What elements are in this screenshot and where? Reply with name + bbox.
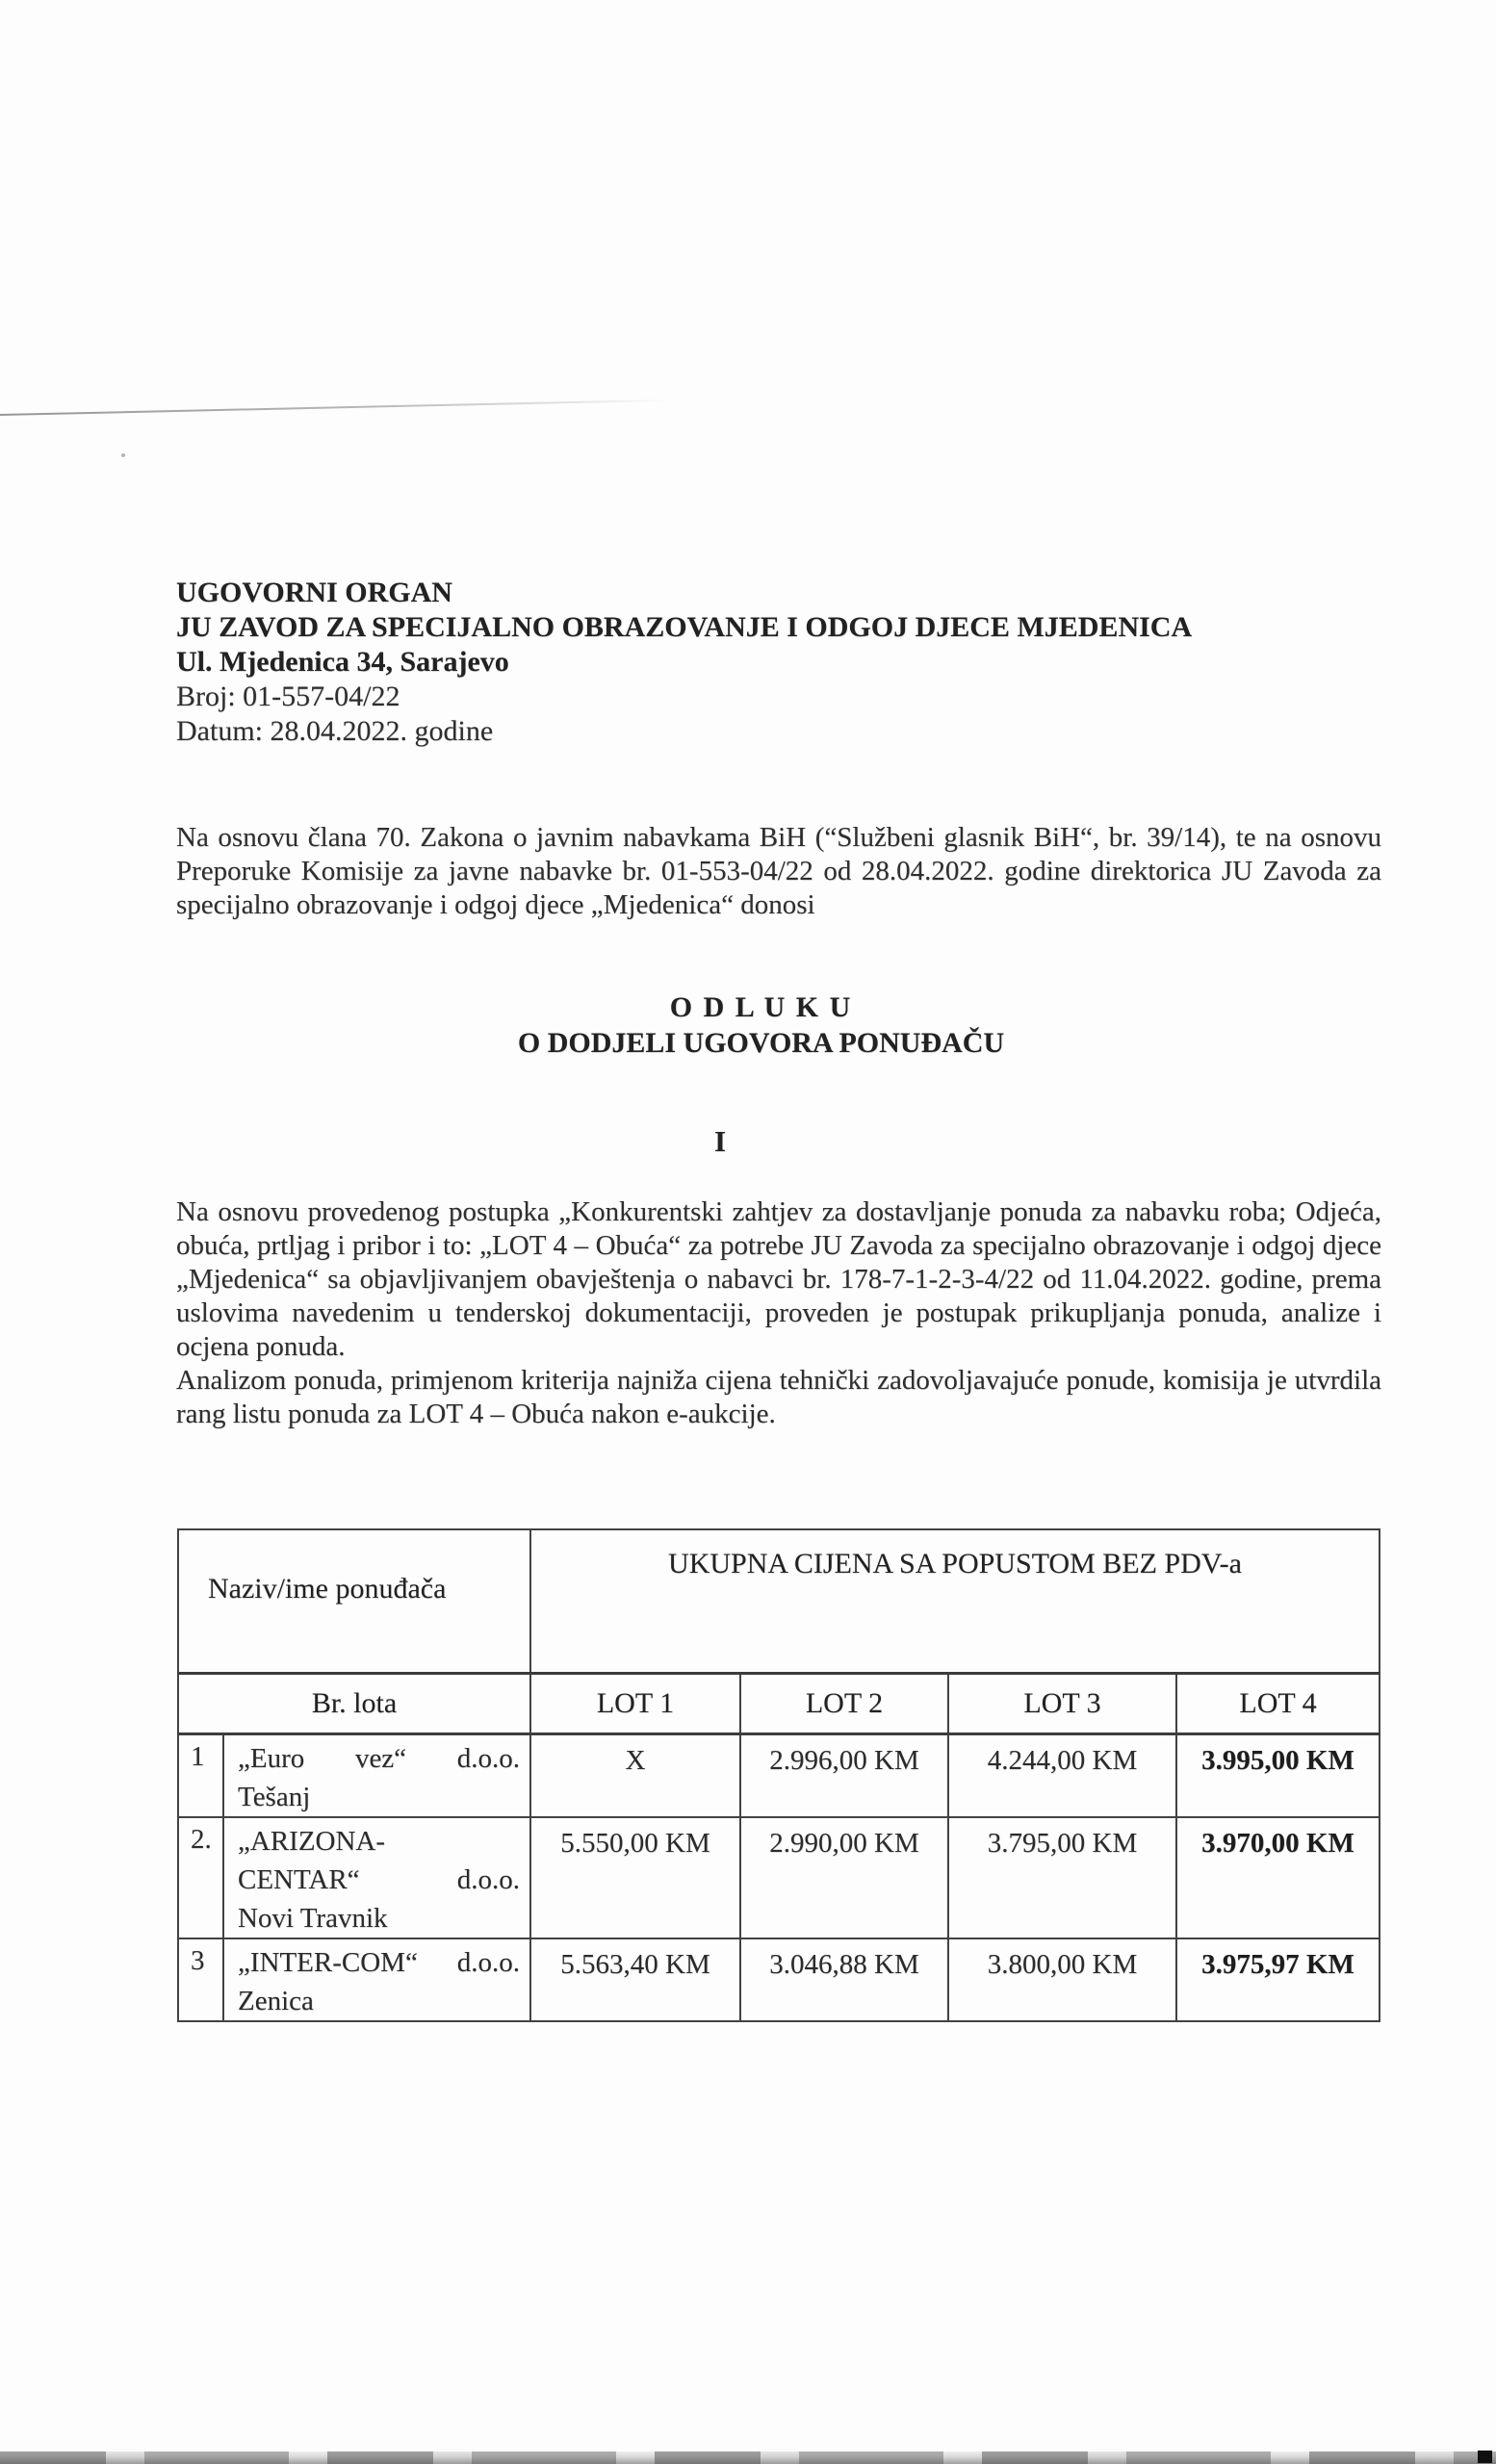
bidder-name (223, 1817, 530, 1938)
lot2-price: 2.996,00 KM (740, 1733, 948, 1817)
decision-title (176, 989, 1346, 1061)
table-subheader-row (178, 1673, 1380, 1733)
document-date: Datum: 28.04.2022. godine (176, 715, 494, 747)
intro-paragraph: Na osnovu člana 70. Zakona o javnim nabavkama BiH (“Službeni glasnik BiH“, br. 39/14), te na osnovu Preporuke Komisije za javne nabavke br. 01-553-04/22 od 28.04.2022. godine direktorica JU Zavoda za specijalno obrazovanje i odgoj djece „Mjedenica“ donosi (176, 822, 1381, 920)
row-number: 1 (178, 1733, 223, 1817)
subheader-lot1: LOT 1 (530, 1673, 740, 1733)
lot1-price: 5.563,40 KM (530, 1938, 740, 2021)
scan-bottom-band (0, 2451, 1496, 2464)
bidder-name (223, 1938, 530, 2021)
column-header-bidder-name: Naziv/ime ponuđača (178, 1529, 530, 1673)
document-header (176, 576, 1192, 749)
contracting-authority-label: UGOVORNI ORGAN (176, 577, 452, 608)
lot3-price: 3.795,00 KM (948, 1817, 1176, 1938)
lot1-price: X (530, 1733, 740, 1817)
lot4-price: 3.975,97 KM (1176, 1938, 1380, 2021)
offers-price-table (177, 1528, 1380, 2022)
lot4-price: 3.970,00 KM (1176, 1817, 1380, 1938)
body-paragraph-1: Na osnovu provedenog postupka „Konkurentski zahtjev za dostavljanje ponuda za nabavku roba; Odjeća, obuća, prtljag i pribor i to: „LOT 4 – Obuća“ za potrebe JU Zavoda za specijalno obrazovanje i odgoj djece „Mjedenica“ sa objavljivanjem obavještenja o nabavci br. 178-7-1-2-3-4/22 od 11.04.2022. godine, prema uslovima navedenim u tenderskoj dokumentaciji, proveden je postupak prikupljanja ponuda, analize i ocjena ponuda. (176, 1196, 1381, 1362)
row-number: 2. (178, 1817, 223, 1938)
lot3-price: 3.800,00 KM (948, 1938, 1176, 2021)
table-row (178, 1817, 1380, 1938)
subheader-lot-number: Br. lota (178, 1673, 530, 1733)
subheader-lot4: LOT 4 (1176, 1673, 1380, 1733)
bidder-name-line: „ARIZONA- (238, 1825, 386, 1857)
bidder-name-line: „Euro vez“ d.o.o. (238, 1742, 520, 1774)
table-header-row (178, 1529, 1380, 1673)
bidder-name-line: Tešanj (238, 1781, 311, 1812)
decision-title-word: O D L U K U (669, 991, 853, 1023)
column-header-total-price: UKUPNA CIJENA SA POPUSTOM BEZ PDV-a (530, 1529, 1380, 1673)
document-number: Broj: 01-557-04/22 (176, 680, 400, 712)
subheader-lot3: LOT 3 (948, 1673, 1176, 1733)
scan-corner-mark (1478, 2451, 1492, 2463)
bidder-name-line: Zenica (238, 1985, 314, 2016)
bidder-name-line: CENTAR“ d.o.o. (238, 1863, 520, 1895)
lot3-price: 4.244,00 KM (948, 1733, 1176, 1817)
organization-address: Ul. Mjedenica 34, Sarajevo (176, 646, 509, 678)
scan-artifact-line (0, 399, 669, 416)
scan-speck (121, 453, 125, 457)
lot2-price: 3.046,88 KM (740, 1938, 948, 2021)
subheader-lot2: LOT 2 (740, 1673, 948, 1733)
table-row (178, 1938, 1380, 2021)
lot2-price: 2.990,00 KM (740, 1817, 948, 1938)
decision-subtitle: O DODJELI UGOVORA PONUĐAČU (517, 1027, 1005, 1059)
body-paragraphs (176, 1195, 1381, 1431)
organization-name: JU ZAVOD ZA SPECIJALNO OBRAZOVANJE I ODGOJ DJECE MJEDENICA (176, 611, 1193, 643)
bidder-name-line: Novi Travnik (238, 1902, 388, 1934)
bidder-name-line: „INTER-COM“ d.o.o. (238, 1946, 520, 1978)
lot4-price: 3.995,00 KM (1176, 1733, 1380, 1817)
body-paragraph-2: Analizom ponuda, primjenom kriterija najniža cijena tehnički zadovoljavajuće ponude, komisija je utvrdila rang listu ponuda za LOT 4 – Obuća nakon e-aukcije. (176, 1365, 1381, 1429)
table-row (178, 1733, 1380, 1817)
section-marker-I: I (713, 1124, 727, 1158)
row-number: 3 (178, 1938, 223, 2021)
bidder-name (223, 1733, 530, 1817)
lot1-price: 5.550,00 KM (530, 1817, 740, 1938)
